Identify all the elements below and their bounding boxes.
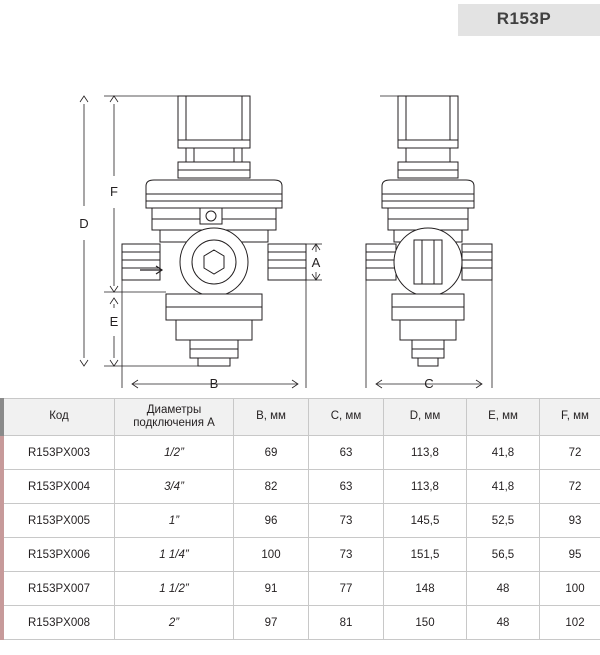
page-title: R153P <box>496 9 552 28</box>
cell-f: 93 <box>540 504 600 538</box>
technical-drawing <box>0 36 600 396</box>
dimension-label-b: B <box>209 376 219 391</box>
dimension-label-a: A <box>311 255 321 270</box>
cell-d: 148 <box>384 572 467 606</box>
cell-code: R153PX006 <box>2 538 115 572</box>
cell-b: 91 <box>234 572 309 606</box>
cell-diameter: 2” <box>115 606 234 640</box>
cell-d: 145,5 <box>384 504 467 538</box>
cell-code: R153PX004 <box>2 470 115 504</box>
cell-e: 41,8 <box>467 470 540 504</box>
valve-side-view <box>366 96 492 366</box>
cell-e: 48 <box>467 606 540 640</box>
cell-f: 72 <box>540 436 600 470</box>
cell-c: 73 <box>309 504 384 538</box>
cell-code: R153PX005 <box>2 504 115 538</box>
column-header-e: E, мм <box>467 399 540 436</box>
cell-f: 102 <box>540 606 600 640</box>
column-header-c: C, мм <box>309 399 384 436</box>
cell-b: 96 <box>234 504 309 538</box>
column-header-code: Код <box>2 399 115 436</box>
cell-c: 81 <box>309 606 384 640</box>
cell-d: 113,8 <box>384 436 467 470</box>
cell-code: R153PX007 <box>2 572 115 606</box>
cell-diameter: 1/2” <box>115 436 234 470</box>
cell-f: 72 <box>540 470 600 504</box>
column-header-diameters <box>115 399 234 436</box>
cell-e: 52,5 <box>467 504 540 538</box>
cell-b: 97 <box>234 606 309 640</box>
cell-b: 69 <box>234 436 309 470</box>
table-row <box>2 572 600 606</box>
dimensions-table <box>0 398 600 640</box>
dimension-label-d: D <box>79 216 89 231</box>
table-row <box>2 606 600 640</box>
table-row <box>2 538 600 572</box>
cell-f: 95 <box>540 538 600 572</box>
column-header-diameters-line1: Диаметры <box>146 403 202 416</box>
column-header-f: F, мм <box>540 399 600 436</box>
column-header-d: D, мм <box>384 399 467 436</box>
cell-e: 48 <box>467 572 540 606</box>
dimension-label-f: F <box>110 184 118 199</box>
table-row <box>2 504 600 538</box>
column-header-b: B, мм <box>234 399 309 436</box>
cell-c: 63 <box>309 470 384 504</box>
table-header-row <box>2 399 600 436</box>
cell-code: R153PX008 <box>2 606 115 640</box>
cell-diameter: 1” <box>115 504 234 538</box>
cell-c: 77 <box>309 572 384 606</box>
dimension-label-c: C <box>424 376 434 391</box>
cell-diameter: 1 1/2” <box>115 572 234 606</box>
cell-e: 56,5 <box>467 538 540 572</box>
table-row <box>2 436 600 470</box>
page-header <box>0 0 600 40</box>
valve-front-view <box>122 96 306 366</box>
column-header-diameters-line2: подключения А <box>133 417 215 429</box>
cell-e: 41,8 <box>467 436 540 470</box>
cell-diameter: 1 1/4” <box>115 538 234 572</box>
cell-d: 113,8 <box>384 470 467 504</box>
cell-f: 100 <box>540 572 600 606</box>
cell-c: 63 <box>309 436 384 470</box>
cell-code: R153PX003 <box>2 436 115 470</box>
table-row <box>2 470 600 504</box>
cell-b: 82 <box>234 470 309 504</box>
cell-d: 150 <box>384 606 467 640</box>
cell-c: 73 <box>309 538 384 572</box>
dimension-label-e: E <box>109 314 119 329</box>
cell-d: 151,5 <box>384 538 467 572</box>
cell-b: 100 <box>234 538 309 572</box>
cell-diameter: 3/4” <box>115 470 234 504</box>
